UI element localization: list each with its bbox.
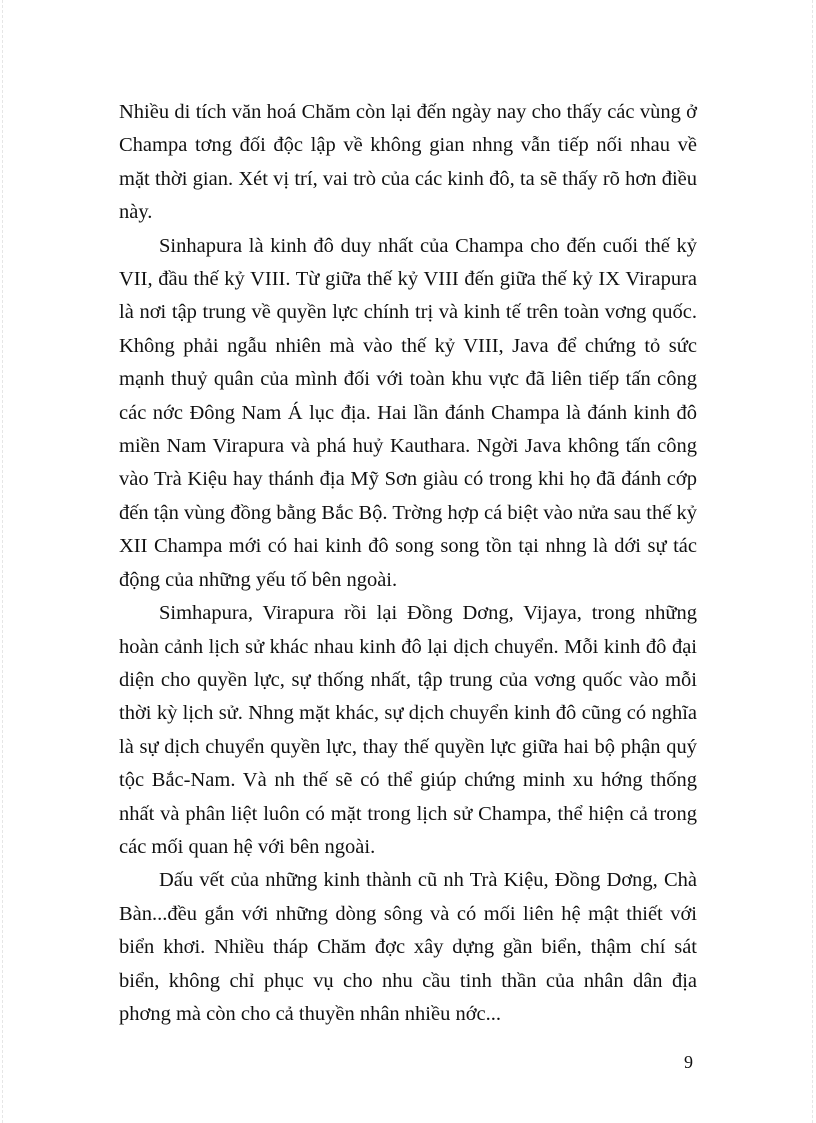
paragraph-4: Dấu vết của những kinh thành cũ nh Trà Kiệu, Đồng Dơng, Chà Bàn...đều gắn với những dòng sông và có mối liên hệ mật thiết với biển khơi. Nhiều tháp Chăm đợc xây dựng gần biển, thậm chí sát biển, không chỉ phục vụ cho nhu cầu tinh thần của nhân dân địa phơng mà còn cho cả thuyền nhân nhiều nớc... [119,869,697,1025]
page-edge-left [2,0,3,1123]
paragraph-1: Nhiều di tích văn hoá Chăm còn lại đến ngày nay cho thấy các vùng ở Champa tơng đối độc lập về không gian nhng vẫn tiếp nối nhau về mặt thời gian. Xét vị trí, vai trò của các kinh đô, ta sẽ thấy rõ hơn điều này. [119,101,697,224]
paragraph-3: Simhapura, Virapura rồi lại Đồng Dơng, Vijaya, trong những hoàn cảnh lịch sử khác nhau kinh đô lại dịch chuyển. Mỗi kinh đô đại diện cho quyền lực, sự thống nhất, tập trung của vơng quốc vào mỗi thời kỳ lịch sử. Nhng mặt khác, sự dịch chuyển kinh đô cũng có nghĩa là sự dịch chuyển quyền lực, thay thế quyền lực giữa hai bộ phận quý tộc Bắc-Nam. Và nh thế sẽ có thể giúp chứng minh xu hớng thống nhất và phân liệt luôn có mặt trong lịch sử Champa, thể hiện cả trong các mối quan hệ với bên ngoài. [119,602,697,858]
page-edge-right [812,0,813,1123]
page-number: 9 [684,1052,693,1072]
body-text [119,96,697,1031]
paragraph-2: Sinhapura là kinh đô duy nhất của Champa cho đến cuối thế kỷ VII, đầu thế kỷ VIII. Từ giữa thế kỷ VIII đến giữa thế kỷ IX Virapura là nơi tập trung về quyền lực chính trị và kinh tế trên toàn vơng quốc. Không phải ngẫu nhiên mà vào thế kỷ VIII, Java để chứng tỏ sức mạnh thuỷ quân của mình đối với toàn khu vực đã liên tiếp tấn công các nớc Đông Nam Á lục địa. Hai lần đánh Champa là đánh kinh đô miền Nam Virapura và phá huỷ Kauthara. Ngời Java không tấn công vào Trà Kiệu hay thánh địa Mỹ Sơn giàu có trong khi họ đã đánh cớp đến tận vùng đồng bằng Bắc Bộ. Trờng hợp cá biệt vào nửa sau thế kỷ XII Champa mới có hai kinh đô song song tồn tại nhng là dới sự tác động của những yếu tố bên ngoài. [119,234,697,591]
